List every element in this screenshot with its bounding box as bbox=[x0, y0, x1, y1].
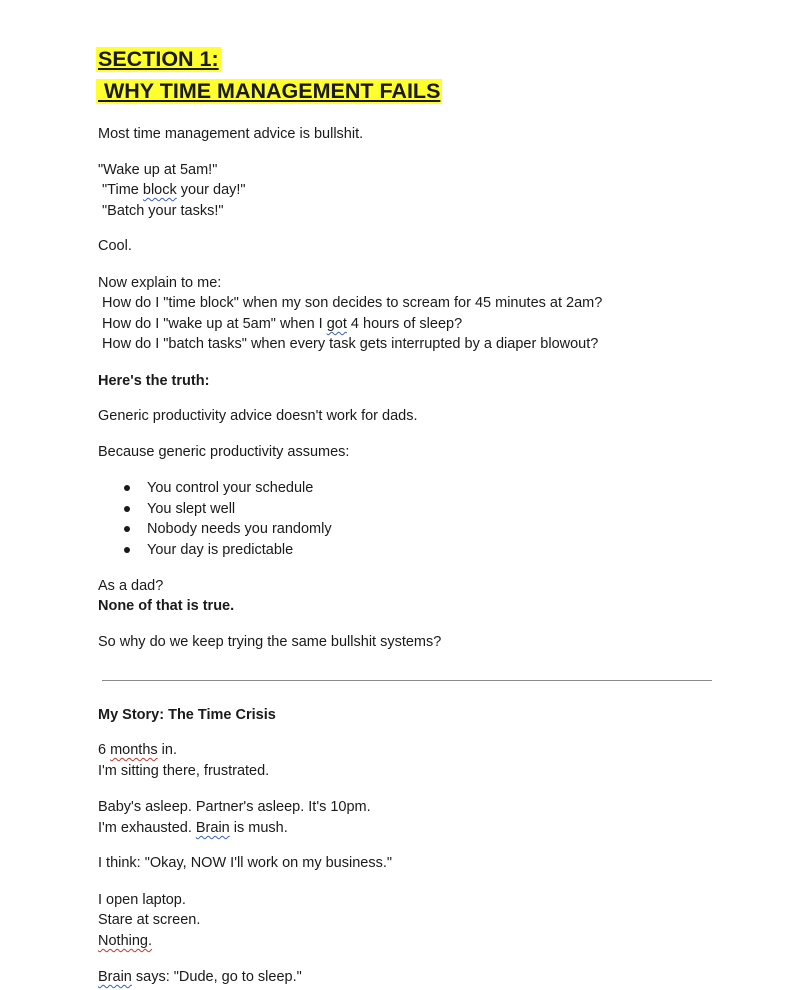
dad-question: As a dad? bbox=[98, 578, 164, 594]
story-line bbox=[98, 932, 152, 950]
explain-question: How do I "wake up at 5am" when I got 4 hours of sleep? bbox=[98, 316, 463, 332]
spelling-flag[interactable]: months bbox=[110, 742, 158, 758]
assumes-text: Because generic productivity assumes: bbox=[98, 444, 350, 460]
list-item: You slept well bbox=[98, 500, 332, 521]
grammar-flag[interactable]: Brain bbox=[98, 969, 132, 985]
story-line: I open laptop. bbox=[98, 892, 186, 908]
intro-text: Most time management advice is bullshit. bbox=[98, 126, 364, 142]
list-item: You control your schedule bbox=[98, 479, 332, 500]
horizontal-divider bbox=[102, 680, 712, 681]
section-title-line1: SECTION 1: bbox=[98, 47, 219, 71]
story-line: Stare at screen. bbox=[98, 912, 201, 928]
list-item: Nobody needs you randomly bbox=[98, 520, 332, 541]
explain-question: How do I "time block" when my son decides to scream for 45 minutes at 2am? bbox=[98, 295, 603, 311]
why-question: So why do we keep trying the same bullshit systems? bbox=[98, 634, 442, 650]
assumptions-list bbox=[98, 479, 332, 561]
section-title-line2: WHY TIME MANAGEMENT FAILS bbox=[98, 79, 441, 103]
quote-line: "Batch your tasks!" bbox=[98, 203, 224, 219]
story-line: I think: "Okay, NOW I'll work on my business." bbox=[98, 855, 393, 871]
grammar-flag[interactable]: got bbox=[326, 316, 347, 332]
truth-heading: Here's the truth: bbox=[98, 373, 210, 389]
explain-question: How do I "batch tasks" when every task gets interrupted by a diaper blowout? bbox=[98, 336, 599, 352]
list-item: Your day is predictable bbox=[98, 541, 332, 562]
story-line: Brain says: "Dude, go to sleep." bbox=[98, 969, 302, 985]
story-line: I'm exhausted. Brain is mush. bbox=[98, 820, 288, 836]
story-line: Baby's asleep. Partner's asleep. It's 10pm. bbox=[98, 799, 371, 815]
story-line: 6 months in. bbox=[98, 742, 177, 758]
story-line: I'm sitting there, frustrated. bbox=[98, 763, 270, 779]
quote-line: "Wake up at 5am!" bbox=[98, 162, 218, 178]
grammar-flag[interactable]: Brain bbox=[195, 820, 230, 836]
none-true-text: None of that is true. bbox=[98, 598, 235, 614]
generic-text: Generic productivity advice doesn't work for dads. bbox=[98, 408, 418, 424]
spelling-flag[interactable]: Nothing. bbox=[98, 933, 153, 949]
story-heading: My Story: The Time Crisis bbox=[98, 707, 276, 723]
quote-line: "Time block your day!" bbox=[98, 182, 246, 198]
explain-lead: Now explain to me: bbox=[98, 275, 222, 291]
grammar-flag[interactable]: block bbox=[142, 182, 177, 198]
cool-text: Cool. bbox=[98, 238, 132, 254]
